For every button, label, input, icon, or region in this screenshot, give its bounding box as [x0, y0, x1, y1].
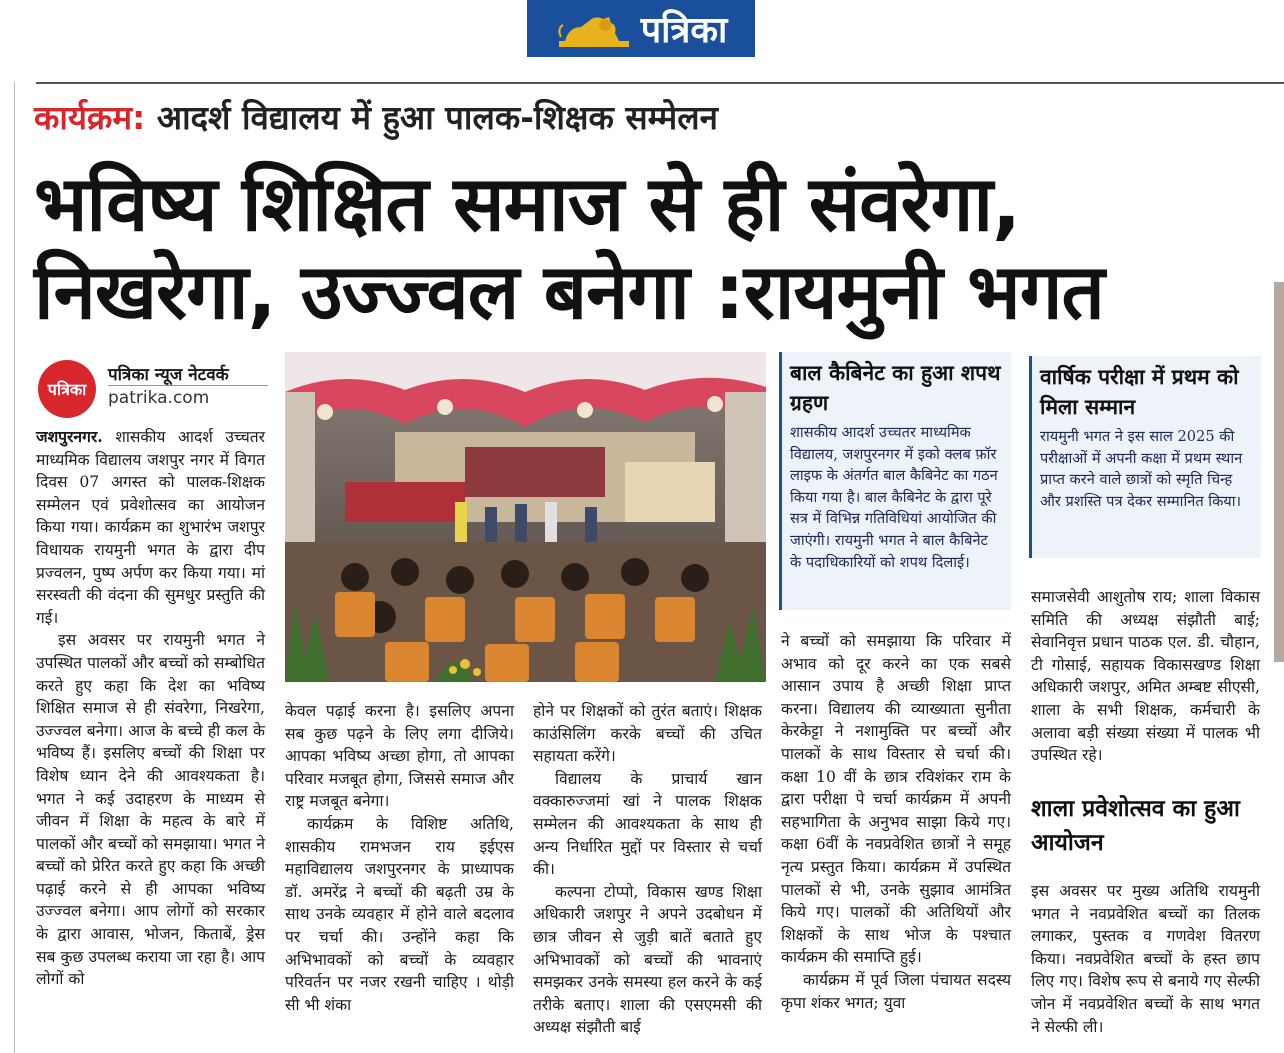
col1-para-2: इस अवसर पर रायमुनी भगत ने उपस्थित पालकों और बच्चों को सम्बोधित करते हुए कहा कि देश का भविष्य शिक्षित समाज से ही संवरेगा, निखरेगा, उज्ज्वल बनेगा। आज के बच्चे ही कल के भविष्य हैं। इसलिए बच्चों की शिक्षा पर विशेष ध्यान देने की आवश्यकता है। भगत ने कई उदाहरण के माध्यम से जीवन में शिक्षा के महत्व के बारे में पालकों और बच्चों को समझाया। भगत ने बच्चों को प्रेरित करते हुए कहा कि अच्छी पढ़ाई करने से ही आपका भविष्य उज्ज्वल बनेगा। आप लोगों को सरकार के द्वारा आवास, भोजन, किताबें, ड्रेस सब कुछ उपलब्ध कराया जा रहा है। आप लोगों को	[36, 631, 265, 989]
event-photo-image	[285, 352, 766, 682]
col3-para-1: होने पर शिक्षकों को तुरंत बताएं। शिक्षक काउंसिलिंग करके बच्चों की उचित सहायता करेंगे।	[533, 702, 762, 766]
dateline: जशपुरनगर.	[36, 427, 103, 446]
column-5	[1031, 586, 1260, 767]
byline-site[interactable]: patrika.com	[108, 388, 210, 408]
column-5b	[1031, 880, 1260, 1038]
col5-para-1: समाजसेवी आशुतोष राय; शाला विकास समिति की अध्यक्ष संझौती बाई; सेवानिवृत्त प्रधान पाठक एल. डी. चौहान, टी गोसाई, सहायक विकासखण्ड शिक्षा अधिकारी जशपुर, अमित अम्बष्ट सीएसी, शाला के सभी शिक्षक, कर्मचारी के अलावा बड़ी संख्या संख्या में पालक भी उपस्थित रहे।	[1031, 588, 1260, 765]
col3-para-3: कल्पना टोप्पो, विकास खण्ड शिक्षा अधिकारी जशपुर ने अपने उदबोधन में छात्र जीवन से जुड़ी बातें बताते हुए अभिभावकों को बच्चों की भावनाएं समझकर उनके समस्या हल करने के कई तरीके बताए। शाला की एसएमसी की अध्यक्ष संझौती बाई	[533, 882, 762, 1037]
byline-network: पत्रिका न्यूज नेटवर्क	[108, 365, 229, 385]
left-rule	[14, 82, 15, 1053]
col4-para-1: ने बच्चों को समझाया कि परिवार में अभाव को दूर करने का एक सबसे आसान उपाय है अच्छी शिक्षा प्राप्त करना। विद्यालय की व्याख्याता सुनीता केरकेट्टा ने नशामुक्ति पर बच्चों और पालकों के साथ विस्तार से चर्चा की। कक्षा 10 वीं के छात्र रविशंकर राम के द्वारा परीक्षा पे चर्चा कार्यक्रम में अपनी सहभागिता के अनुभव साझा किये गए। कक्षा 6वीं के नवप्रवेशित छात्रों ने समूह नृत्य प्रस्तुत किया। कार्यक्रम में उपस्थित पालकों से भी, उनके सुझाव आमंत्रित किये गए। पालकों की अतिथियों और शिक्षकों के साथ भोज के पश्चात कार्यक्रम की समाप्ति हुई।	[781, 632, 1011, 967]
cabinet-box-title: बाल कैबिनेट का हुआ शपथ ग्रहण	[790, 361, 1001, 415]
column-4	[781, 630, 1011, 1014]
lion-emblem-icon	[555, 7, 633, 51]
headline	[34, 160, 1264, 336]
headline-line-1: भविष्य शिक्षित समाज से ही संवरेगा,	[34, 159, 1020, 248]
top-rule	[36, 82, 1284, 84]
byline	[38, 356, 273, 418]
col3-para-2: विद्यालय के प्राचार्य खान वक्कारुज्जमां खां ने पालक शिक्षक सम्मेलन की आवश्यकता के साथ ही अन्य निर्धारित मुद्दों पर विस्तार से चर्चा की।	[533, 769, 762, 879]
headline-line-2: निखरेगा, उज्ज्वल बनेगा :रायमुनी भगत	[34, 247, 1104, 336]
pravesh-subhead: शाला प्रवेशोत्सव का हुआ आयोजन	[1031, 796, 1240, 856]
col4-para-2: कार्यक्रम में पूर्व जिला पंचायत सदस्य कृपा शंकर भगत; युवा	[781, 970, 1011, 1012]
col2-para-1: केवल पढ़ाई करना है। इसलिए अपना सब कुछ पढ़ने के लिए लगा दीजिये। आपका भविष्य अच्छा होगा, तो आपका परिवार मजबूत होगा, जिससे समाज और राष्ट्र मजबूत बनेगा।	[285, 702, 514, 811]
kicker	[34, 94, 718, 139]
cabinet-box	[779, 352, 1011, 610]
exam-box-body: रायमुनी भगत ने इस साल 2025 की परीक्षाओं में अपनी कक्षा में प्रथम स्थान प्राप्त करने वाले छात्रों को स्मृति चिन्ह और प्रशस्ति पत्र देकर सम्मानित किया।	[1040, 428, 1243, 510]
exam-box	[1029, 356, 1261, 558]
adjacent-article-edge	[1268, 82, 1284, 1053]
kicker-label: कार्यक्रम:	[34, 98, 146, 137]
col1-para-1-text: शासकीय आदर्श उच्चतर माध्यमिक विद्यालय जशपुर नगर में विगत दिवस 07 अगस्त को पालक-शिक्षक सम्मेलन एवं प्रवेशोत्सव का आयोजन किया गया। कार्यक्रम का शुभारंभ जशपुर विधायक रायमुनी भगत के द्वारा दीप प्रज्वलन, पुष्प अर्पण कर किया गया। मां सरस्वती की वंदना की सुमधुर प्रस्तुति की गई।	[36, 428, 265, 627]
col2-para-2: कार्यक्रम के विशिष्ट अतिथि, शासकीय रामभजन राय इईएस महाविद्यालय जशपुरनगर के प्राध्यापक डॉ. अमरेंद्र ने बच्चों की बढ़ती उम्र के साथ उनके व्यवहार में होने वाले बदलाव पर चर्चा की। उन्होंने कहा कि अभिभावकों को बच्चों के व्यवहार परिवर्तन पर नजर रखनी चाहिए । थोड़ी सी भी शंका	[285, 814, 514, 1014]
brand-name: पत्रिका	[640, 10, 728, 51]
patrika-badge-icon: पत्रिका	[38, 360, 96, 418]
col5-para-2: इस अवसर पर मुख्य अतिथि रायमुनी भगत ने नवप्रवेशित बच्चों का तिलक लगाकर, पुस्तक व गणवेश वितरण किया। नवप्रवेशित बच्चों के हस्त छाप लिए गए। विशेष रूप से बनाये गए सेल्फी जोन में नवप्रवेशित बच्चों के साथ भगत ने सेल्फी ली।	[1031, 882, 1260, 1036]
cabinet-box-body: शासकीय आदर्श उच्चतर माध्यमिक विद्यालय, जशपुरनगर में इको क्लब फ़ॉर लाइफ के अंतर्गत बाल कैबिनेट का गठन किया गया है। बाल कैबिनेट के द्वारा पूरे सत्र में विभिन्न गतिविधियां आयोजित की जाएंगी। रायमुनी भगत ने बाल कैबिनेट के पदाधिकारियों को शपथ दिलाई।	[790, 424, 998, 571]
column-1	[36, 426, 265, 991]
event-photo[interactable]	[285, 352, 766, 682]
kicker-text: आदर्श विद्यालय में हुआ पालक-शिक्षक सम्मेलन	[156, 98, 718, 137]
exam-box-title: वार्षिक परीक्षा में प्रथम को मिला सम्मान	[1040, 365, 1239, 419]
masthead-logo[interactable]	[527, 0, 755, 57]
col1-para-1	[36, 426, 265, 629]
byline-rule	[108, 385, 268, 386]
column-3	[533, 700, 762, 1039]
column-2	[285, 700, 514, 1016]
